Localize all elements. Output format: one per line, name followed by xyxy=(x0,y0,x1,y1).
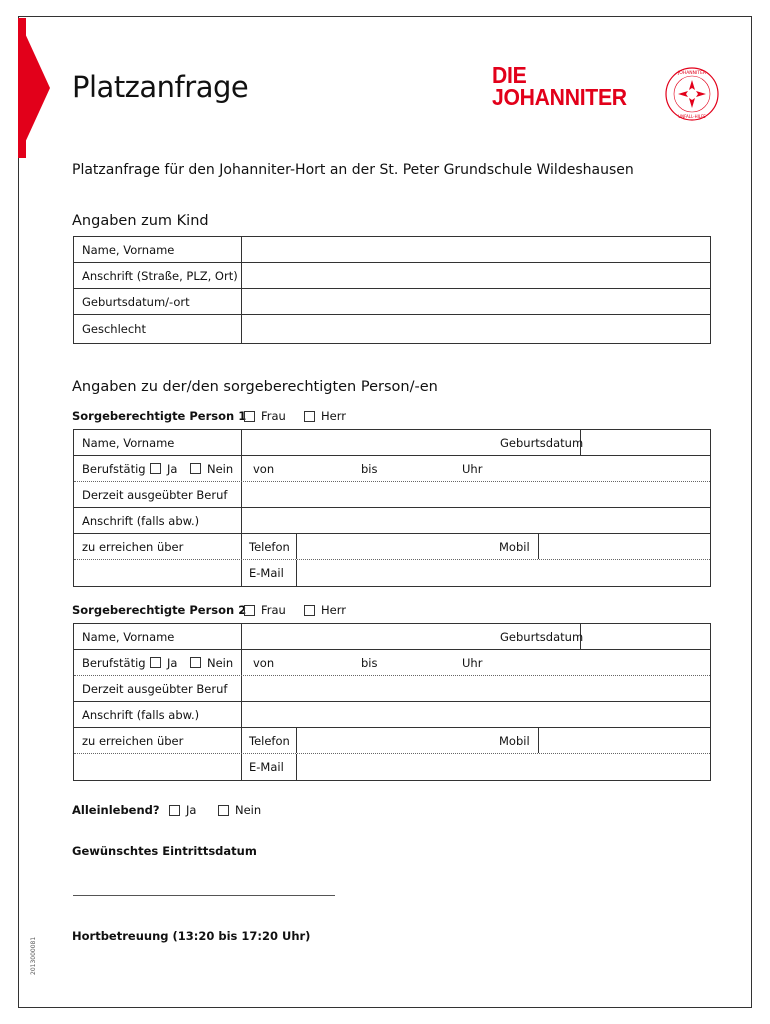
logo-line-1: DIE xyxy=(492,62,527,88)
person2-bis-label: bis xyxy=(361,655,378,670)
person2-row-address xyxy=(74,702,710,728)
seal-top-text: JOHANNITER xyxy=(677,71,707,76)
person1-work-nein-label: Nein xyxy=(207,461,234,476)
child-gender-label: Geschlecht xyxy=(82,322,146,336)
person1-work-ja-checkbox[interactable] xyxy=(150,463,161,474)
person1-table xyxy=(73,429,711,587)
person2-email-field[interactable] xyxy=(297,754,710,780)
person1-frau-option[interactable] xyxy=(244,409,286,423)
side-code: 2013000081 xyxy=(30,936,37,975)
person2-work-ja-checkbox[interactable] xyxy=(150,657,161,668)
person1-label: Sorgeberechtigte Person 1 xyxy=(72,409,247,423)
person2-job-label: Derzeit ausgeübter Beruf xyxy=(82,681,228,696)
person1-mobile-field[interactable] xyxy=(539,534,710,559)
person2-herr-option[interactable] xyxy=(304,603,346,617)
person2-phone-label: Telefon xyxy=(249,733,290,748)
person2-mobile-label: Mobil xyxy=(499,733,530,748)
person2-frau-label: Frau xyxy=(261,603,286,617)
child-section-heading: Angaben zum Kind xyxy=(72,213,209,229)
child-address-label: Anschrift (Straße, PLZ, Ort) xyxy=(82,268,238,283)
child-row-address xyxy=(74,263,710,289)
person1-herr-checkbox[interactable] xyxy=(304,411,315,422)
person1-name-field[interactable] xyxy=(242,430,497,455)
person1-work-ja-label: Ja xyxy=(167,461,178,476)
alleinlebend-nein-option[interactable] xyxy=(218,803,261,817)
person2-von-label: von xyxy=(253,655,275,670)
person1-address-label: Anschrift (falls abw.) xyxy=(82,513,200,528)
person1-row-job xyxy=(74,482,710,508)
person2-work-ja[interactable] xyxy=(150,650,177,675)
person2-herr-label: Herr xyxy=(321,603,346,617)
child-birth-label: Geburtsdatum/-ort xyxy=(82,294,190,309)
person2-work-ja-label: Ja xyxy=(167,655,178,670)
person1-row-work xyxy=(74,456,710,482)
child-table xyxy=(73,236,711,344)
person1-herr-label: Herr xyxy=(321,409,346,423)
person2-work-nein[interactable] xyxy=(190,650,233,675)
guardian-section-heading: Angaben zu der/den sorgeberechtigten Person/-en xyxy=(72,379,438,395)
person2-frau-option[interactable] xyxy=(244,603,286,617)
person2-work-nein-checkbox[interactable] xyxy=(190,657,201,668)
alleinlebend-label: Alleinlebend? xyxy=(72,803,160,817)
alleinlebend-line xyxy=(72,802,262,818)
person2-birth-label: Geburtsdatum xyxy=(500,629,584,644)
person1-email-field[interactable] xyxy=(297,560,710,586)
person1-line xyxy=(72,408,346,424)
alleinlebend-ja-label: Ja xyxy=(186,803,197,817)
child-row-gender xyxy=(74,315,710,343)
alleinlebend-ja-checkbox[interactable] xyxy=(169,805,180,816)
person1-row-email xyxy=(74,560,710,586)
hort-label: Hortbetreuung (13:20 bis 17:20 Uhr) xyxy=(72,929,311,943)
person2-herr-checkbox[interactable] xyxy=(304,605,315,616)
person2-row-job xyxy=(74,676,710,702)
eintritt-label: Gewünschtes Eintrittsdatum xyxy=(72,844,257,858)
logo-line-2: JOHANNITER xyxy=(492,84,627,110)
person1-address-field[interactable] xyxy=(242,508,710,533)
person1-birth-label: Geburtsdatum xyxy=(500,435,584,450)
person2-mobile-field[interactable] xyxy=(539,728,710,753)
person1-birth-field[interactable] xyxy=(581,430,710,455)
person1-job-field[interactable] xyxy=(242,482,710,507)
person2-email-label: E-Mail xyxy=(249,760,284,774)
person2-work-label: Berufstätig xyxy=(82,655,146,670)
person1-job-label: Derzeit ausgeübter Beruf xyxy=(82,487,228,502)
person2-row-phone xyxy=(74,728,710,754)
person2-name-field[interactable] xyxy=(242,624,497,649)
child-row-name xyxy=(74,237,710,263)
alleinlebend-nein-label: Nein xyxy=(235,803,262,817)
person2-row-work xyxy=(74,650,710,676)
person1-work-ja[interactable] xyxy=(150,456,177,481)
person1-work-label: Berufstätig xyxy=(82,461,146,476)
person1-email-label: E-Mail xyxy=(249,566,284,580)
seal-bottom-text: UNFALL-HILFE xyxy=(678,114,706,119)
person1-herr-option[interactable] xyxy=(304,409,346,423)
person1-phone-label: Telefon xyxy=(249,539,290,554)
page-title: Platzanfrage xyxy=(72,70,249,104)
eintritt-date-line[interactable] xyxy=(73,895,335,896)
johanniter-seal-icon xyxy=(664,66,720,122)
child-row-birth xyxy=(74,289,710,315)
alleinlebend-ja-option[interactable] xyxy=(169,803,196,817)
person1-row-phone xyxy=(74,534,710,560)
person1-row-address xyxy=(74,508,710,534)
person2-job-field[interactable] xyxy=(242,676,710,701)
red-tab-arrow xyxy=(18,18,50,158)
person2-frau-checkbox[interactable] xyxy=(244,605,255,616)
johanniter-logo xyxy=(492,64,627,108)
person2-row-name xyxy=(74,624,710,650)
person2-work-nein-label: Nein xyxy=(207,655,234,670)
person2-birth-field[interactable] xyxy=(581,624,710,649)
person1-reach-label: zu erreichen über xyxy=(82,539,184,554)
person2-name-label: Name, Vorname xyxy=(82,629,175,644)
person2-address-label: Anschrift (falls abw.) xyxy=(82,707,200,722)
person1-work-nein-checkbox[interactable] xyxy=(190,463,201,474)
alleinlebend-nein-checkbox[interactable] xyxy=(218,805,229,816)
person2-address-field[interactable] xyxy=(242,702,710,727)
person2-table xyxy=(73,623,711,781)
person2-label: Sorgeberechtigte Person 2 xyxy=(72,603,247,617)
person1-work-nein[interactable] xyxy=(190,456,233,481)
person2-row-email xyxy=(74,754,710,780)
person2-uhr-label: Uhr xyxy=(462,655,483,670)
person1-von-label: von xyxy=(253,461,275,476)
person1-name-label: Name, Vorname xyxy=(82,435,175,450)
person1-mobile-label: Mobil xyxy=(499,539,530,554)
person2-line xyxy=(72,602,346,618)
child-gender-field[interactable] xyxy=(242,315,710,343)
form-subtitle: Platzanfrage für den Johanniter-Hort an der St. Peter Grundschule Wildeshausen xyxy=(72,162,634,178)
person1-frau-checkbox[interactable] xyxy=(244,411,255,422)
person1-bis-label: bis xyxy=(361,461,378,476)
person1-row-name xyxy=(74,430,710,456)
person2-reach-label: zu erreichen über xyxy=(82,733,184,748)
child-name-label: Name, Vorname xyxy=(82,242,175,257)
person1-uhr-label: Uhr xyxy=(462,461,483,476)
person1-frau-label: Frau xyxy=(261,409,286,423)
child-name-field[interactable] xyxy=(242,237,710,262)
child-birth-field[interactable] xyxy=(242,289,710,314)
child-address-field[interactable] xyxy=(242,263,710,288)
